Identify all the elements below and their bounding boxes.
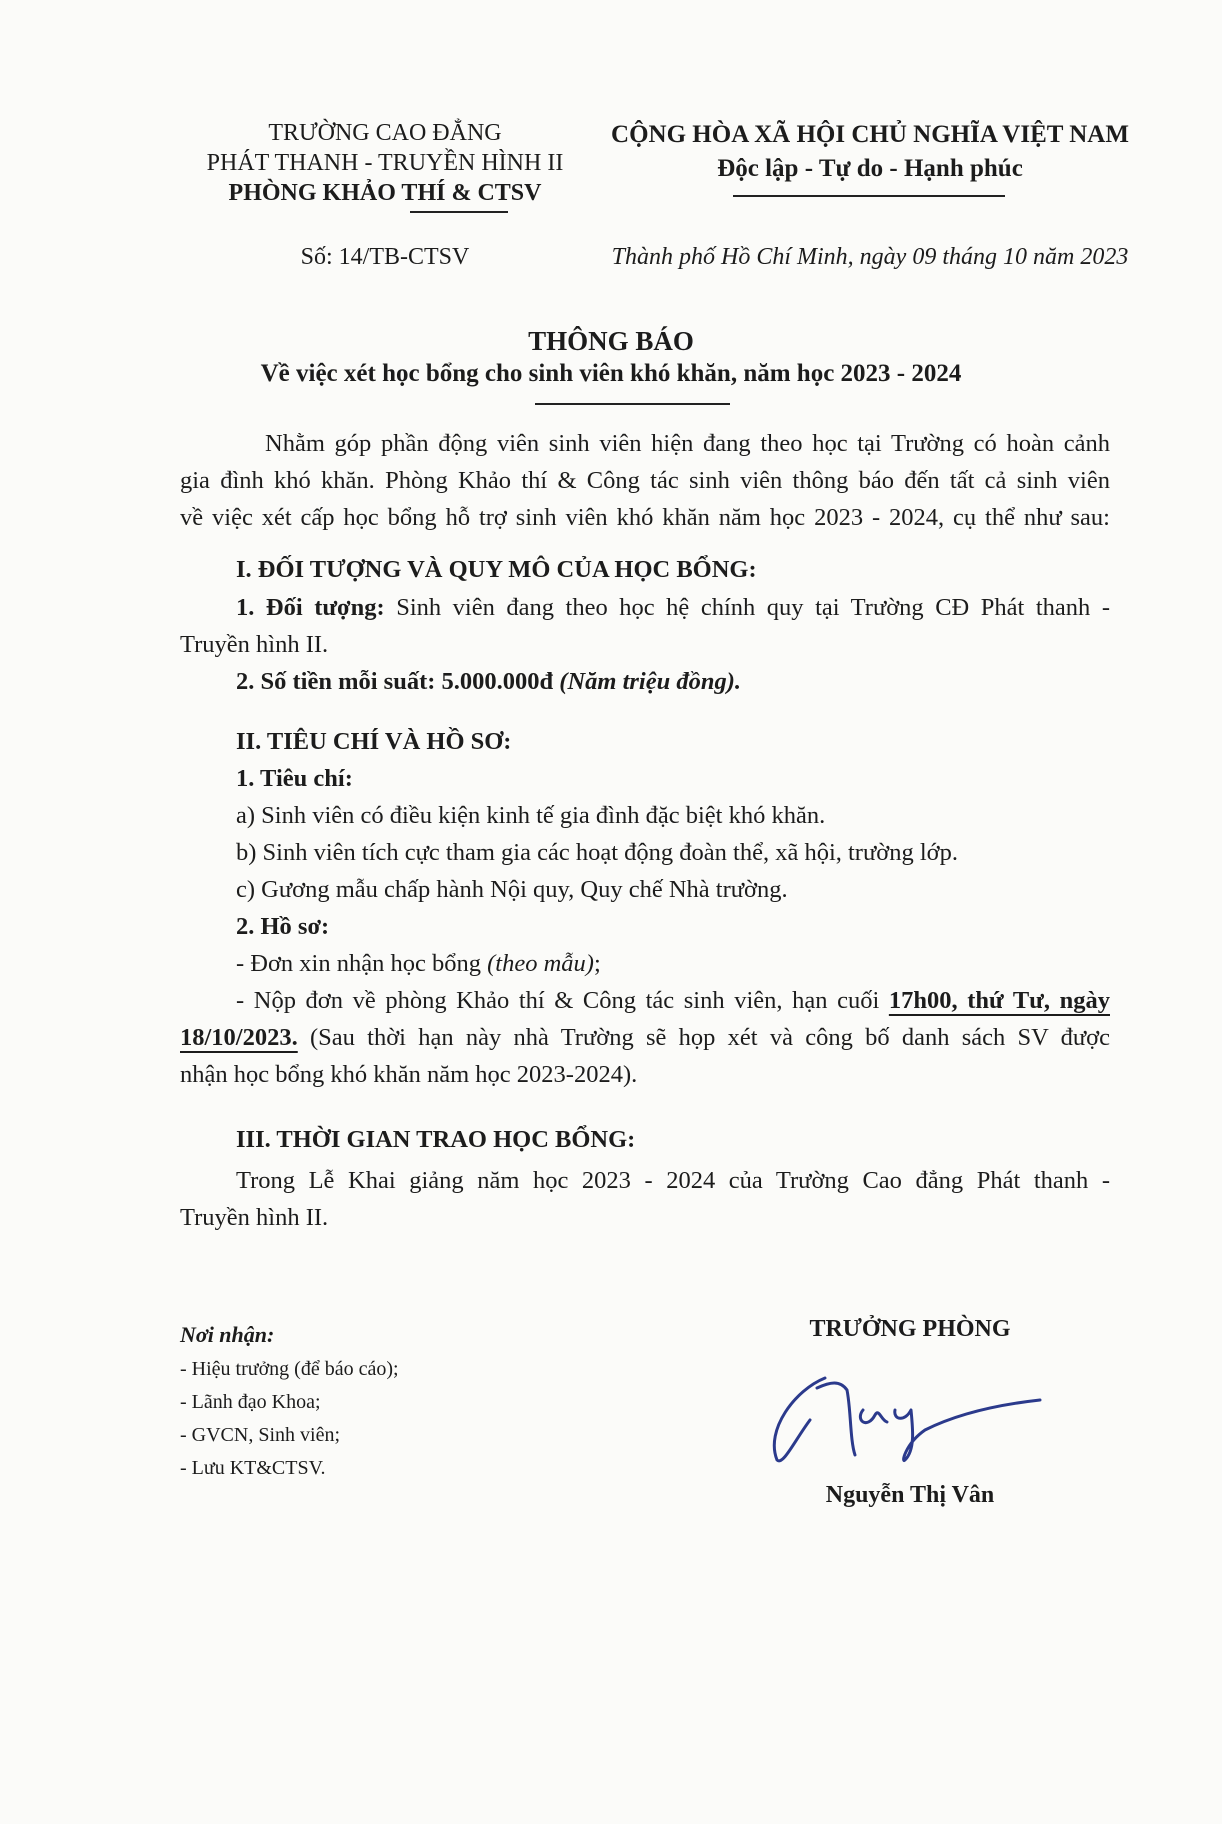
criteria-item: c) Gương mẫu chấp hành Nội quy, Quy chế Nhà trường. (236, 876, 788, 903)
documents-item (180, 945, 1110, 982)
deadline-text: 17h00, thứ Tư, ngày (888, 987, 1110, 1014)
issuer-header (155, 118, 615, 208)
national-header (600, 118, 1140, 186)
document-title: THÔNG BÁO (528, 326, 694, 356)
section-1 (180, 551, 1110, 700)
section-2 (180, 723, 1110, 1093)
item-text: Sinh viên đang theo học hệ chính quy tại Trường CĐ Phát thanh - (384, 594, 1111, 621)
documents-item-cont: nhận học bổng khó khăn năm học 2023-2024). (180, 1061, 638, 1088)
documents-label: 2. Hồ sơ: (236, 913, 330, 940)
section-1-item-2 (180, 663, 1110, 700)
national-title: CỘNG HÒA XÃ HỘI CHỦ NGHĨA VIỆT NAM (611, 121, 1129, 148)
section-3-line: Trong Lễ Khai giảng năm học 2023 - 2024 của Trường Cao đẳng Phát thanh - (236, 1167, 1110, 1194)
documents-text: (Sau thời hạn này nhà Trường sẽ họp xét và công bố danh sách SV được (297, 1024, 1110, 1051)
intro-line: về việc xét cấp học bổng hỗ trợ sinh viên khó khăn năm học 2023 - 2024, cụ thể như sau: (180, 504, 1110, 531)
document-date: Thành phố Hồ Chí Minh, ngày 09 tháng 10 năm 2023 (611, 244, 1129, 270)
criteria-label: 1. Tiêu chí: (236, 765, 353, 792)
section-1-item-1-cont: Truyền hình II. (180, 631, 329, 658)
recipients-block (180, 1318, 399, 1485)
criteria-item: a) Sinh viên có điều kiện kinh tế gia đình đặc biệt khó khăn. (236, 802, 826, 829)
national-motto: Độc lập - Tự do - Hạnh phúc (717, 155, 1023, 182)
item-label: 1. Đối tượng: (236, 594, 385, 621)
document-subtitle: Về việc xét học bổng cho sinh viên khó khăn, năm học 2023 - 2024 (260, 360, 962, 387)
issuer-department: PHÒNG KHẢO THÍ & CTSV (228, 180, 542, 206)
documents-text: - Nộp đơn về phòng Khảo thí & Công tác sinh viên, hạn cuối (236, 987, 889, 1014)
documents-note: (theo mẫu) (487, 950, 594, 977)
recipients-heading: Nơi nhận: (180, 1322, 275, 1347)
documents-text: - Đơn xin nhận học bổng (236, 950, 488, 977)
item-note: (Năm triệu đồng). (553, 668, 742, 695)
title-rule (535, 403, 730, 405)
section-1-item-1 (180, 589, 1110, 626)
signer-title: TRƯỞNG PHÒNG (809, 1316, 1011, 1342)
motto-underline (733, 195, 1005, 197)
signer-name: Nguyễn Thị Vân (825, 1482, 995, 1508)
criteria-item: b) Sinh viên tích cực tham gia các hoạt động đoàn thể, xã hội, trường lớp. (236, 839, 958, 866)
document-number: Số: 14/TB-CTSV (300, 244, 470, 270)
section-1-heading: I. ĐỐI TƯỢNG VÀ QUY MÔ CỦA HỌC BỔNG: (236, 556, 757, 583)
issuer-underline (410, 211, 508, 213)
documents-item (180, 982, 1110, 1019)
documents-punct: ; (593, 950, 601, 977)
issuer-school: TRƯỜNG CAO ĐẲNG (268, 120, 502, 146)
documents-item-cont (180, 1019, 1110, 1056)
section-3-line: Truyền hình II. (180, 1204, 329, 1231)
issuer-school-cont: PHÁT THANH - TRUYỀN HÌNH II (206, 150, 564, 176)
handwritten-signature (755, 1360, 1055, 1470)
intro-line: Nhằm góp phần động viên sinh viên hiện đang theo học tại Trường có hoàn cảnh (265, 430, 1110, 457)
section-2-heading: II. TIÊU CHÍ VÀ HỒ SƠ: (236, 728, 512, 755)
recipient-item: - Hiệu trưởng (để báo cáo); (180, 1358, 399, 1380)
recipient-item: - GVCN, Sinh viên; (180, 1424, 340, 1446)
item-label: 2. Số tiền mỗi suất: 5.000.000đ (236, 668, 554, 695)
section-3-heading: III. THỜI GIAN TRAO HỌC BỔNG: (236, 1126, 636, 1153)
intro-paragraph (180, 425, 1110, 536)
recipient-item: - Lãnh đạo Khoa; (180, 1391, 321, 1413)
section-3 (180, 1121, 1110, 1236)
recipient-item: - Lưu KT&CTSV. (180, 1457, 326, 1479)
intro-line: gia đình khó khăn. Phòng Khảo thí & Công tác sinh viên thông báo đến tất cả sinh viên (180, 467, 1110, 494)
deadline-date: 18/10/2023. (180, 1024, 298, 1051)
